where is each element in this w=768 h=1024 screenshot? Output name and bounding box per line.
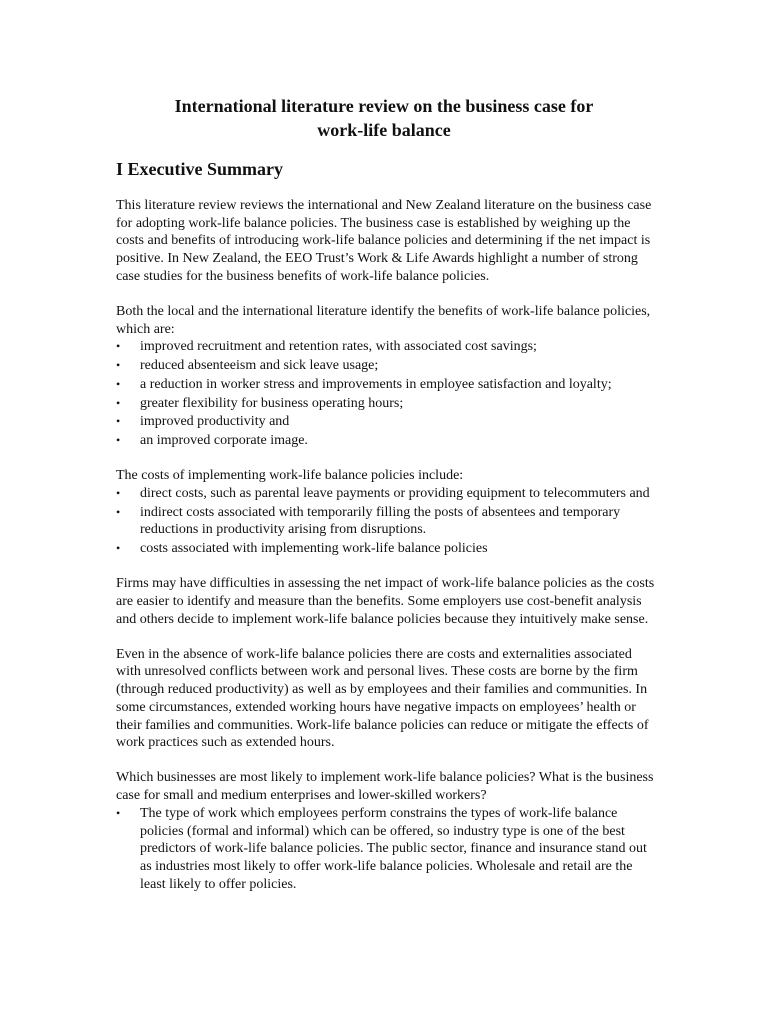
paragraph-externalities: Even in the absence of work-life balance policies there are costs and externalities associated with unresolved conflicts between work and personal lives. These costs are borne by the firm (through reduced productivity) as well as by employees and their families and communities. In some circumstances, extended working hours have negative impacts on employees’ health or their families and communities. Work-life balance policies can reduce or mitigate the effects of work practices such as extended hours. (116, 646, 649, 751)
bullet-icon: • (116, 805, 121, 820)
bullet-icon: • (116, 485, 121, 500)
document-body (116, 94, 656, 911)
bullet-icon: • (116, 358, 121, 373)
paragraph-intro: This literature review reviews the international and New Zealand literature on the business case for adopting work-life balance policies. The business case is established by weighing up the costs and benefits of introducing work-life balance policies and determining if the net impact is positive. In New Zealand, the EEO Trust’s Work & Life Awards highlight a number of strong case studies for the business benefits of work-life balance policies. (116, 198, 652, 284)
title-line-1: International literature review on the business case for (174, 96, 594, 116)
list-item (116, 805, 656, 894)
business-points-list (116, 805, 656, 894)
list-item-text: improved recruitment and retention rates, with associated cost savings; (140, 339, 537, 355)
list-item-text: greater flexibility for business operating hours; (140, 395, 404, 411)
bullet-icon: • (116, 376, 121, 391)
list-item-text: costs associated with implementing work-life balance policies (140, 540, 488, 556)
list-item (116, 357, 656, 375)
list-item (116, 413, 656, 431)
list-item-text: a reduction in worker stress and improvements in employee satisfaction and loyalty; (140, 376, 612, 392)
list-item (116, 395, 656, 413)
list-item-text: an improved corporate image. (140, 432, 308, 448)
bullet-icon: • (116, 414, 121, 429)
bullet-icon: • (116, 432, 121, 447)
paragraph-net-impact: Firms may have difficulties in assessing the net impact of work-life balance policies as the costs are easier to identify and measure than the benefits. Some employers use cost-benefit analysis and others decide to implement work-life balance policies because they intuitively make sense. (116, 576, 655, 627)
paragraph-which-businesses: Which businesses are most likely to implement work-life balance policies? What is the business case for small and medium enterprises and lower-skilled workers? (116, 770, 654, 804)
title-line-2: work-life balance (317, 120, 451, 140)
list-item (116, 376, 656, 394)
list-item (116, 540, 656, 558)
section-heading: I Executive Summary (116, 159, 283, 179)
bullet-icon: • (116, 395, 121, 410)
list-item (116, 338, 656, 356)
bullet-icon: • (116, 339, 121, 354)
document-title (104, 94, 664, 142)
paragraph-costs-intro: The costs of implementing work-life balance policies include: (116, 468, 464, 484)
list-item (116, 432, 656, 450)
list-item-text: The type of work which employees perform constrains the types of work-life balance policies (formal and informal) which can be offered, so industry type is one of the best predictors of work-life balance policies. The public sector, finance and insurance stand out as industries most likely to offer work-life balance policies. Wholesale and retail are the least likely to offer policies. (140, 805, 647, 892)
list-item (116, 504, 656, 539)
paragraph-benefits-intro: Both the local and the international literature identify the benefits of work-life balance policies, which are: (116, 304, 651, 337)
list-item-text: reduced absenteeism and sick leave usage; (140, 358, 379, 374)
list-item-text: indirect costs associated with temporarily filling the posts of absentees and temporary reductions in productivity arising from disruptions. (140, 504, 621, 538)
list-item (116, 485, 656, 503)
benefits-list (116, 338, 656, 449)
bullet-icon: • (116, 504, 121, 519)
bullet-icon: • (116, 540, 121, 555)
list-item-text: direct costs, such as parental leave payments or providing equipment to telecommuters and (140, 485, 650, 501)
list-item-text: improved productivity and (140, 414, 290, 430)
costs-list (116, 485, 656, 558)
